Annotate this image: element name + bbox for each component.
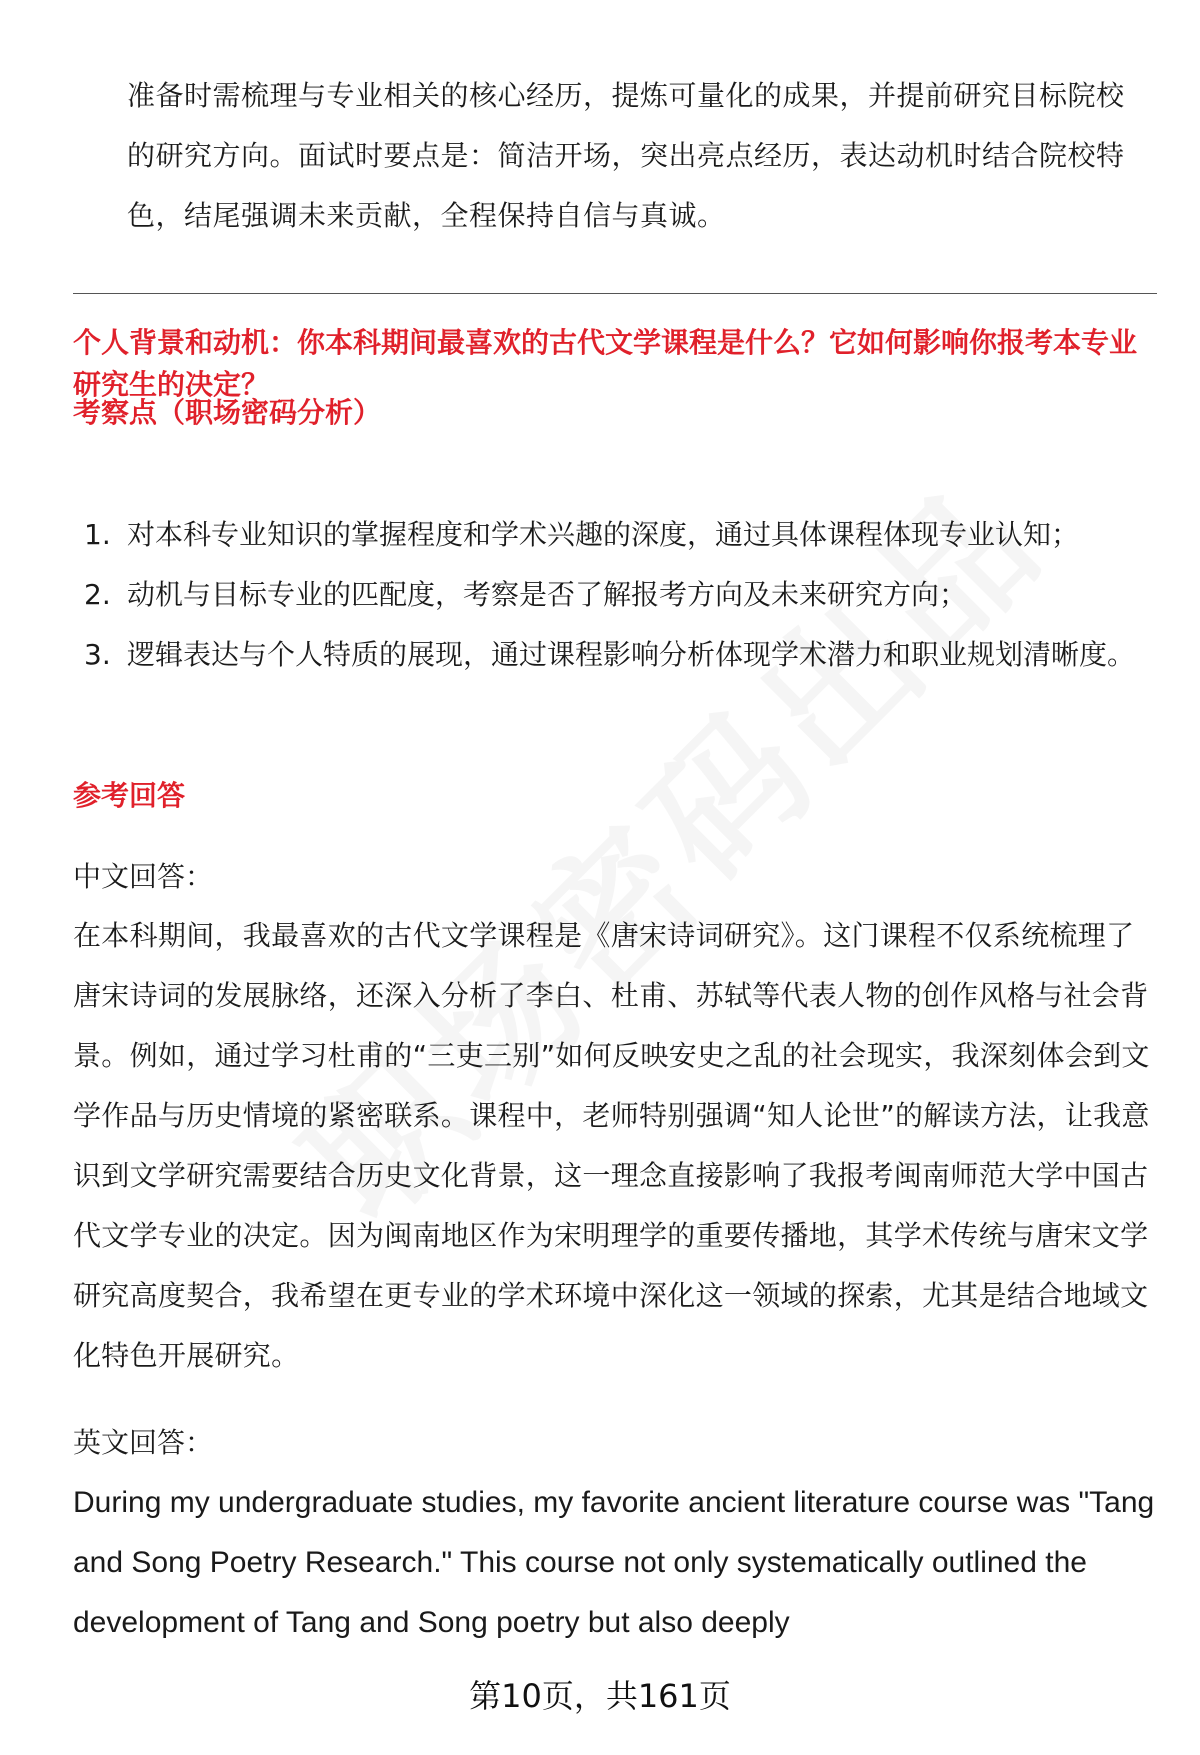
point-text: 动机与目标专业的匹配度，考察是否了解报考方向及未来研究方向； <box>127 578 968 611</box>
reference-heading: 参考回答 <box>73 779 186 812</box>
point-text: 对本科专业知识的掌握程度和学术兴趣的深度，通过具体课程体现专业认知； <box>127 518 1080 551</box>
point-text: 逻辑表达与个人特质的展现，通过课程影响分析体现学术潜力和职业规划清晰度。 <box>127 638 1136 671</box>
chinese-answer-label: 中文回答： <box>73 860 214 893</box>
point-number: 3. <box>84 638 111 671</box>
assessment-heading: 考察点（职场密码分析） <box>73 396 382 429</box>
point-number: 1. <box>84 518 111 551</box>
english-answer-label: 英文回答： <box>73 1426 214 1459</box>
assessment-point <box>84 565 1154 625</box>
english-answer-text: During my undergraduate studies, my favorite ancient literature course was "Tang and Song Poetry Research." This course not only systematically outlined the development of Tang and Song poetry but also deeply <box>73 1486 1155 1639</box>
assessment-points-list <box>84 505 1154 685</box>
interview-question: 个人背景和动机：你本科期间最喜欢的古代文学课程是什么？它如何影响你报考本专业研究生的决定？ <box>73 326 1138 401</box>
intro-paragraph: 准备时需梳理与专业相关的核心经历，提炼可量化的成果，并提前研究目标院校的研究方向。面试时要点是：简洁开场，突出亮点经历，表达动机时结合院校特色，结尾强调未来贡献，全程保持自信与真诚。 <box>127 79 1125 232</box>
point-number: 2. <box>84 578 111 611</box>
section-divider <box>73 293 1157 294</box>
page-number: 第10页，共161页 <box>469 1677 731 1715</box>
assessment-point <box>84 625 1154 685</box>
assessment-point <box>84 505 1154 565</box>
chinese-answer-text: 在本科期间，我最喜欢的古代文学课程是《唐宋诗词研究》。这门课程不仅系统梳理了唐宋诗词的发展脉络，还深入分析了李白、杜甫、苏轼等代表人物的创作风格与社会背景。例如，通过学习杜甫的“三吏三别”如何反映安史之乱的社会现实，我深刻体会到文学作品与历史情境的紧密联系。课程中，老师特别强调“知人论世”的解读方法，让我意识到文学研究需要结合历史文化背景，这一理念直接影响了我报考闽南师范大学中国古代文学专业的决定。因为闽南地区作为宋明理学的重要传播地，其学术传统与唐宋文学研究高度契合，我希望在更专业的学术环境中深化这一领域的探索，尤其是结合地域文化特色开展研究。 <box>73 919 1150 1372</box>
